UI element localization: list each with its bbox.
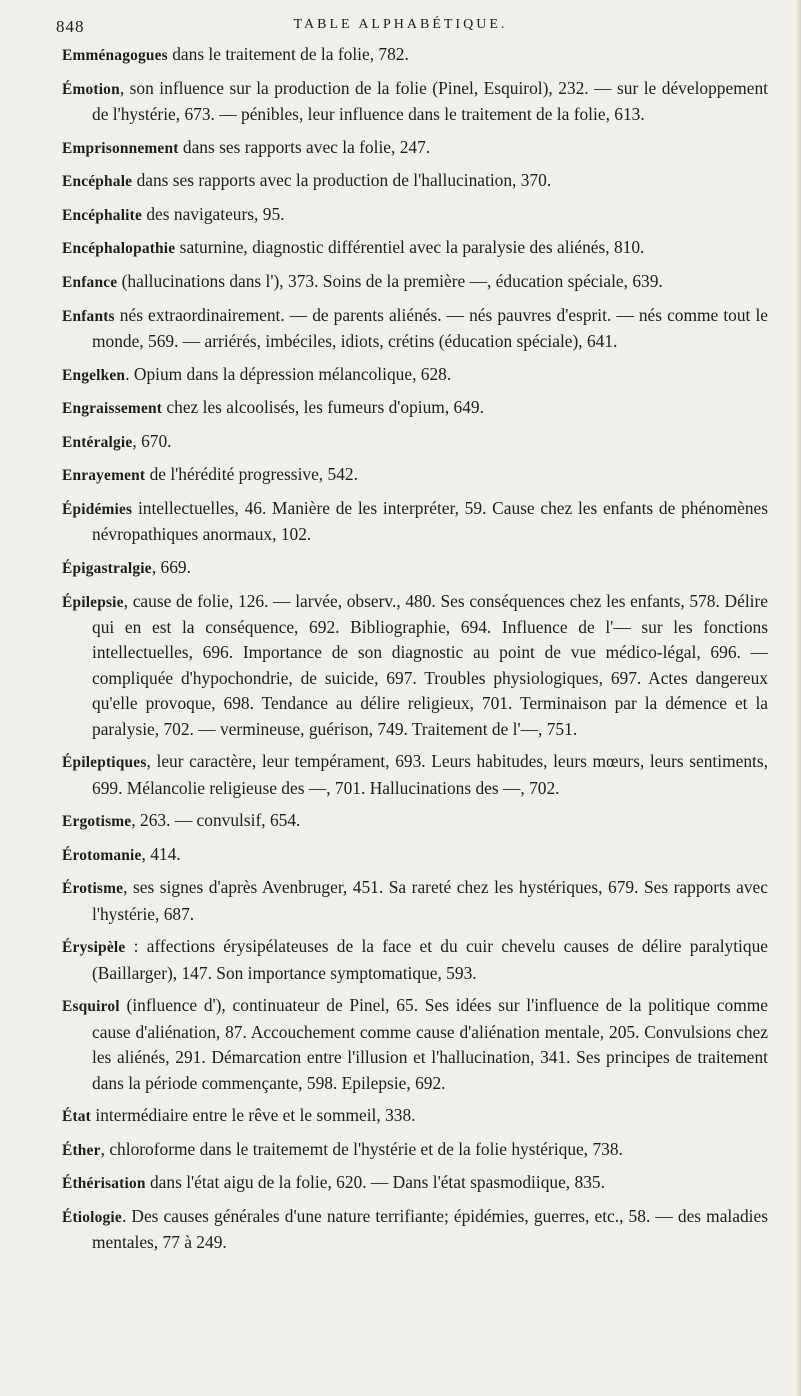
- entry-text: , 669.: [151, 556, 191, 577]
- index-entry: [62, 462, 768, 488]
- index-entry: [62, 934, 768, 986]
- entry-text: , chloroforme dans le traitememt de l'hystérie et de la folie hystérique, 738.: [100, 1138, 623, 1159]
- entry-headword: Engraissement: [62, 400, 163, 418]
- entry-headword: Enfants: [62, 307, 115, 325]
- entry-headword: Étiologie: [62, 1208, 122, 1226]
- index-entry: [62, 993, 768, 1096]
- index-entry: [62, 808, 768, 834]
- index-entry: [62, 496, 768, 548]
- entry-headword: Épidémies: [62, 500, 133, 518]
- entry-text: chez les alcoolisés, les fumeurs d'opium, 649.: [162, 397, 484, 418]
- entry-text: de l'hérédité progressive, 542.: [145, 464, 358, 485]
- entry-text: (hallucinations dans l'), 373. Soins de la première —, éducation spéciale, 639.: [117, 270, 663, 291]
- index-entry: [62, 168, 768, 194]
- entry-text: intermédiaire entre le rêve et le sommeil, 338.: [91, 1105, 416, 1126]
- entry-text: , 263. — convulsif, 654.: [131, 810, 301, 831]
- entry-text: saturnine, diagnostic différentiel avec la paralysie des aliénés, 810.: [175, 237, 645, 258]
- entry-text: (influence d'), continuateur de Pinel, 65. Ses idées sur l'influence de la politique comme cause d'aliénation, 87. Accouchement comme cause d'aliénation mentale, 205. Convulsions chez les aliénés, 291. Démarcation entre l'illusion et l'hallucination, 341. Ses principes de traitement dans la période commençante, 598. Epilepsie, 692.: [92, 995, 768, 1093]
- index-entry: [62, 589, 768, 742]
- entry-headword: Émotion: [62, 80, 120, 98]
- entry-headword: Encéphale: [62, 173, 133, 191]
- entry-headword: Esquirol: [62, 998, 120, 1016]
- page-number: 848: [56, 17, 85, 36]
- entry-headword: Entéralgie: [62, 433, 133, 451]
- index-entry: [62, 269, 768, 295]
- index-entry: [62, 429, 768, 455]
- entry-text: , leur caractère, leur tempérament, 693. Leurs habitudes, leurs mœurs, leurs sentiments, 699. Mélancolie religieuse des —, 701. Hallucinations des —, 702.: [92, 751, 768, 798]
- index-entry: [62, 202, 768, 228]
- index-entry: [62, 135, 768, 161]
- index-entry: [62, 235, 768, 261]
- entry-headword: Emprisonnement: [62, 139, 179, 157]
- entry-headword: Encéphalopathie: [62, 240, 176, 258]
- index-entry: [62, 76, 768, 128]
- entry-headword: Épigastralgie: [62, 559, 152, 577]
- index-entry: [62, 303, 768, 355]
- index-entry: [62, 1170, 768, 1196]
- entry-text: , son influence sur la production de la folie (Pinel, Esquirol), 232. — sur le développement de l'hystérie, 673. — pénibles, leur influence dans le traitement de la folie, 613.: [92, 77, 768, 124]
- entry-text: . Opium dans la dépression mélancolique, 628.: [125, 363, 452, 384]
- entry-headword: Encéphalite: [62, 206, 143, 224]
- index-entry: [62, 875, 768, 927]
- entry-headword: Épileptiques: [62, 754, 147, 772]
- index-entry: [62, 362, 768, 388]
- entry-text: dans ses rapports avec la production de l'hallucination, 370.: [132, 170, 552, 191]
- entry-headword: Éther: [62, 1141, 101, 1159]
- entry-headword: Enrayement: [62, 467, 146, 485]
- running-title: TABLE ALPHABÉTIQUE.: [293, 17, 508, 32]
- entry-headword: Érotisme: [62, 880, 124, 898]
- page-edge: [797, 0, 801, 1396]
- index-entry: [62, 42, 768, 68]
- index-entry: [62, 555, 768, 581]
- entry-text: nés extraordinairement. — de parents aliénés. — nés pauvres d'esprit. — nés comme tout le monde, 569. — arriérés, imbéciles, idiots, crétins (éducation spéciale), 641.: [92, 304, 768, 351]
- entry-text: des navigateurs, 95.: [142, 203, 285, 224]
- index-entry: [62, 395, 768, 421]
- entry-text: dans l'état aigu de la folie, 620. — Dans l'état spasmodiique, 835.: [145, 1172, 605, 1193]
- entry-headword: Ergotisme: [62, 813, 132, 831]
- entry-text: , 670.: [132, 430, 172, 451]
- entry-text: , ses signes d'après Avenbruger, 451. Sa rareté chez les hystériques, 679. Ses rapports avec l'hystérie, 687.: [92, 877, 768, 924]
- entry-text: : affections érysipélateuses de la face et du cuir chevelu causes de délire paralytique (Baillarger), 147. Son importance symptomatique, 593.: [92, 936, 768, 983]
- entry-text: , 414.: [141, 843, 181, 864]
- entry-headword: Enfance: [62, 273, 118, 291]
- index-entry: [62, 1137, 768, 1163]
- entry-text: dans ses rapports avec la folie, 247.: [178, 136, 431, 157]
- index-entry: [62, 842, 768, 868]
- index-entry: [62, 1103, 768, 1129]
- entry-headword: Emménagogues: [62, 47, 168, 64]
- entry-headword: Engelken: [62, 366, 126, 384]
- entry-headword: État: [62, 1108, 92, 1126]
- index-entries: [62, 42, 768, 1263]
- entry-text: dans le traitement de la folie, 782.: [167, 44, 409, 64]
- entry-headword: Érysipèle: [62, 939, 126, 957]
- entry-text: . Des causes générales d'une nature terrifiante; épidémies, guerres, etc., 58. — des maladies mentales, 77 à 249.: [92, 1205, 768, 1253]
- entry-headword: Épilepsie: [62, 593, 124, 611]
- entry-headword: Éthérisation: [62, 1175, 146, 1193]
- entry-text: intellectuelles, 46. Manière de les interpréter, 59. Cause chez les enfants de phénomènes névropathiques anormaux, 102.: [92, 497, 768, 545]
- index-entry: [62, 749, 768, 801]
- entry-text: , cause de folie, 126. — larvée, observ., 480. Ses conséquences chez les enfants, 578. Délire qui en est la conséquence, 692. Bibliographie, 694. Influence de l'— sur les fonctions intellectuelles, 696. Importance de son diagnostic au point de vue médico-légal, 696. — compliquée d'hypochondrie, de suicide, 697. Troubles physiologiques, 697. Actes dangereux qu'elle provoque, 698. Tendance au délire religieux, 701. Terminaison par la démence et la paralysie, 702. — vermineuse, guérison, 749. Traitement de l'—, 751.: [92, 590, 768, 739]
- index-entry: [62, 1204, 768, 1256]
- entry-headword: Érotomanie: [62, 846, 142, 864]
